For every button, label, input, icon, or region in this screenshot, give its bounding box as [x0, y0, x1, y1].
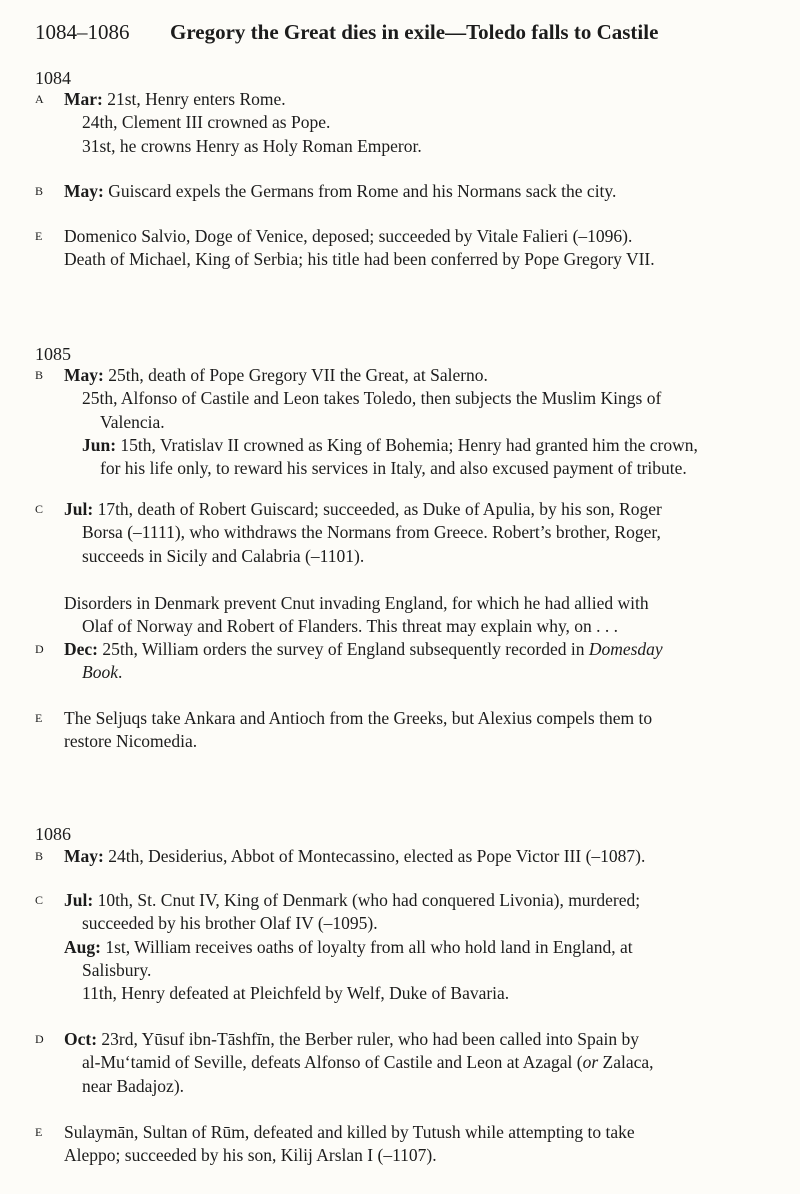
entry-text: 25th, death of Pope Gregory VII the Great, at Salerno.	[103, 365, 488, 385]
entry-text: 25th, William orders the survey of England subsequently recorded in	[98, 639, 589, 659]
entry-1086-d	[35, 1028, 775, 1098]
section-letter: C	[35, 502, 44, 516]
section-letter: E	[35, 229, 43, 243]
year-heading-1085: 1085	[35, 344, 71, 364]
entry-text: 17th, death of Robert Guiscard; succeeded, as Duke of Apulia, by his son, Roger	[93, 499, 662, 519]
entry-text: al-Mu‘tamid of Seville, defeats Alfonso of Castile and Leon at Azagal (	[82, 1052, 583, 1073]
entry-text: Olaf of Norway and Robert of Flanders. This threat may explain why, on . . .	[82, 616, 619, 637]
entry-1085-c	[35, 498, 775, 568]
section-letter: E	[35, 711, 43, 725]
entry-text: Borsa (–1111), who withdraws the Normans from Greece. Robert’s brother, Roger,	[82, 522, 661, 543]
entry-italic-text: Book	[82, 662, 118, 683]
month-label: Jun:	[82, 434, 117, 455]
month-label: Mar:	[64, 89, 103, 109]
entry-text: 11th, Henry defeated at Pleichfeld by Welf, Duke of Bavaria.	[82, 983, 510, 1004]
entry-text: for his life only, to reward his services in Italy, and also excused payment of tribute.	[100, 458, 687, 479]
entry-1084-b	[35, 180, 775, 203]
section-letter: B	[35, 368, 44, 382]
month-label: Dec:	[64, 639, 99, 659]
entry-1086-c	[35, 889, 775, 1005]
month-label: Oct:	[64, 1029, 98, 1049]
entry-text: The Seljuqs take Ankara and Antioch from the Greeks, but Alexius compels them to	[64, 708, 653, 728]
year-heading-1084: 1084	[35, 68, 71, 88]
section-letter: B	[35, 184, 44, 198]
entry-text: Death of Michael, King of Serbia; his title had been conferred by Pope Gregory VII.	[64, 249, 655, 270]
entry-text: near Badajoz).	[82, 1075, 185, 1096]
year-range: 1084–1086	[35, 20, 130, 44]
entry-text: restore Nicomedia.	[64, 731, 198, 752]
entry-text: succeeds in Sicily and Calabria (–1101).	[82, 545, 365, 566]
page-header	[35, 18, 795, 46]
entry-1086-e	[35, 1121, 775, 1168]
entry-1086-b	[35, 845, 775, 868]
entry-text: 24th, Clement III crowned as Pope.	[82, 112, 331, 133]
entry-italic-text: Domesday	[588, 639, 663, 659]
entry-text: 1st, William receives oaths of loyalty from all who hold land in England, at	[100, 936, 633, 957]
entry-text: Sulaymān, Sultan of Rūm, defeated and killed by Tutush while attempting to take	[64, 1122, 635, 1142]
entry-italic-text: or	[582, 1052, 599, 1073]
entry-text: Domenico Salvio, Doge of Venice, deposed; succeeded by Vitale Falieri (–1096).	[64, 226, 633, 246]
month-label: May:	[64, 846, 104, 866]
section-letter: A	[35, 92, 45, 106]
entry-text: 31st, he crowns Henry as Holy Roman Emperor.	[82, 135, 422, 156]
month-label: May:	[64, 365, 104, 385]
section-letter: E	[35, 1125, 43, 1139]
entry-text: Zalaca,	[598, 1052, 654, 1073]
year-heading-1086: 1086	[35, 824, 71, 844]
entry-text: succeeded by his brother Olaf IV (–1095).	[82, 913, 378, 934]
entry-1084-a	[35, 88, 775, 158]
entry-text: Disorders in Denmark prevent Cnut invading England, for which he had allied with	[64, 593, 649, 613]
entry-1085-e	[35, 707, 775, 754]
entry-1085-c-cont	[35, 592, 775, 639]
entry-1085-d	[35, 638, 775, 685]
entry-text: Guiscard expels the Germans from Rome and his Normans sack the city.	[103, 181, 617, 201]
section-letter: C	[35, 893, 44, 907]
section-letter: D	[35, 1032, 45, 1046]
entry-text: 10th, St. Cnut IV, King of Denmark (who had conquered Livonia), murdered;	[93, 890, 641, 910]
entry-text: 24th, Desiderius, Abbot of Montecassino, elected as Pope Victor III (–1087).	[103, 846, 646, 866]
entry-text: Salisbury.	[82, 959, 152, 980]
month-label: Jul:	[64, 499, 94, 519]
entry-1085-b	[35, 364, 775, 480]
section-letter: B	[35, 849, 44, 863]
entry-text: 21st, Henry enters Rome.	[102, 89, 286, 109]
month-label: May:	[64, 181, 104, 201]
month-label: Jul:	[64, 890, 94, 910]
entry-text: 25th, Alfonso of Castile and Leon takes Toledo, then subjects the Muslim Kings of	[82, 388, 662, 409]
entry-text: .	[117, 662, 123, 683]
month-label: Aug:	[64, 936, 101, 957]
section-letter: D	[35, 642, 45, 656]
entry-text: 23rd, Yūsuf ibn-Tāshfīn, the Berber ruler, who had been called into Spain by	[97, 1029, 640, 1049]
entry-text: 15th, Vratislav II crowned as King of Bohemia; Henry had granted him the crown,	[116, 434, 698, 455]
page-title: Gregory the Great dies in exile—Toledo falls to Castile	[170, 20, 659, 44]
entry-text: Aleppo; succeeded by his son, Kilij Arslan I (–1107).	[64, 1145, 437, 1166]
entry-text: Valencia.	[100, 411, 165, 432]
entry-1084-e	[35, 225, 775, 272]
